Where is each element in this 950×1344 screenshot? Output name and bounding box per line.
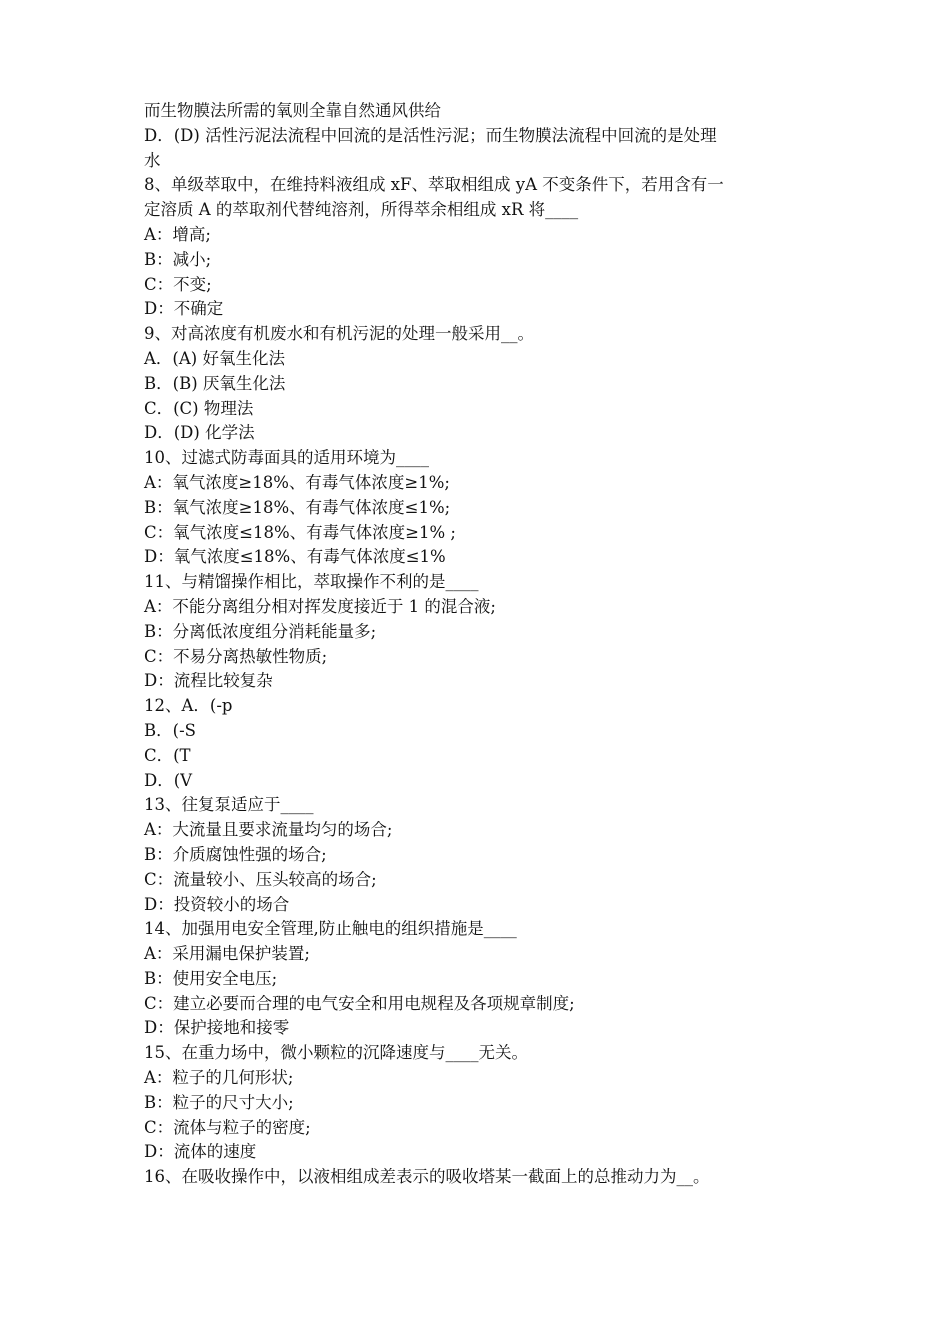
text-line: D．(D) 活性污泥法流程中回流的是活性污泥；而生物膜法流程中回流的是处理 bbox=[144, 125, 717, 145]
option-b: B：减小; bbox=[144, 249, 212, 269]
option-c: C：流体与粒子的密度; bbox=[144, 1117, 311, 1137]
option-d: D：流体的速度 bbox=[144, 1142, 257, 1162]
text-line: 定溶质 A 的萃取剂代替纯溶剂，所得萃余相组成 xR 将____ bbox=[144, 200, 579, 220]
option-d: D．(D) 化学法 bbox=[144, 423, 255, 443]
text-line: 水 bbox=[144, 150, 161, 170]
document-page bbox=[144, 99, 814, 1190]
option-a: A：氧气浓度≥18%、有毒气体浓度≥1%; bbox=[144, 472, 450, 492]
option-b: B：介质腐蚀性强的场合; bbox=[144, 844, 327, 864]
option-a: A．(A) 好氧生化法 bbox=[144, 348, 285, 368]
question-14: 14、加强用电安全管理,防止触电的组织措施是____ bbox=[144, 919, 517, 939]
question-11: 11、与精馏操作相比，萃取操作不利的是____ bbox=[144, 572, 479, 592]
option-d: D：投资较小的场合 bbox=[144, 894, 290, 914]
option-b: B：粒子的尺寸大小; bbox=[144, 1092, 294, 1112]
question-15: 15、在重力场中，微小颗粒的沉降速度与____无关。 bbox=[144, 1043, 528, 1063]
question-16: 16、在吸收操作中，以液相组成差表示的吸收塔某一截面上的总推动力为__。 bbox=[144, 1167, 710, 1187]
option-c: C：不易分离热敏性物质; bbox=[144, 646, 328, 666]
text-line: 而生物膜法所需的氧则全靠自然通风供给 bbox=[144, 101, 441, 120]
option-d: D：不确定 bbox=[144, 299, 224, 319]
option-c: C：氧气浓度≤18%、有毒气体浓度≥1% ; bbox=[144, 522, 456, 542]
option-d: D：流程比较复杂 bbox=[144, 671, 273, 691]
option-d: D：氧气浓度≤18%、有毒气体浓度≤1% bbox=[144, 547, 446, 567]
question-13: 13、往复泵适应于____ bbox=[144, 795, 314, 815]
question-10: 10、过滤式防毒面具的适用环境为____ bbox=[144, 448, 429, 468]
option-d: D：保护接地和接零 bbox=[144, 1018, 290, 1038]
question-12: 12、A．(-p bbox=[144, 696, 233, 716]
option-a: A：增高; bbox=[144, 224, 211, 244]
option-c: C：不变; bbox=[144, 274, 212, 294]
question-9: 9、对高浓度有机废水和有机污泥的处理一般采用__。 bbox=[144, 324, 534, 344]
option-b: B：分离低浓度组分消耗能量多; bbox=[144, 621, 377, 641]
option-a: A：不能分离组分相对挥发度接近于 1 的混合液; bbox=[144, 596, 496, 616]
option-b: B．(-S bbox=[144, 720, 196, 740]
option-c: C：建立必要而合理的电气安全和用电规程及各项规章制度; bbox=[144, 993, 575, 1013]
option-d: D．(V bbox=[144, 770, 193, 790]
option-a: A：粒子的几何形状; bbox=[144, 1068, 294, 1088]
option-c: C：流量较小、压头较高的场合; bbox=[144, 869, 377, 889]
option-b: B：氧气浓度≥18%、有毒气体浓度≤1%; bbox=[144, 497, 451, 517]
option-c: C．(T bbox=[144, 745, 191, 765]
option-a: A：大流量且要求流量均匀的场合; bbox=[144, 820, 393, 840]
option-c: C．(C) 物理法 bbox=[144, 398, 254, 418]
option-a: A：采用漏电保护装置; bbox=[144, 944, 310, 964]
question-8: 8、单级萃取中，在维持料液组成 xF、萃取相组成 yA 不变条件下，若用含有一 bbox=[144, 175, 724, 195]
option-b: B．(B) 厌氧生化法 bbox=[144, 373, 286, 393]
option-b: B：使用安全电压; bbox=[144, 968, 278, 988]
